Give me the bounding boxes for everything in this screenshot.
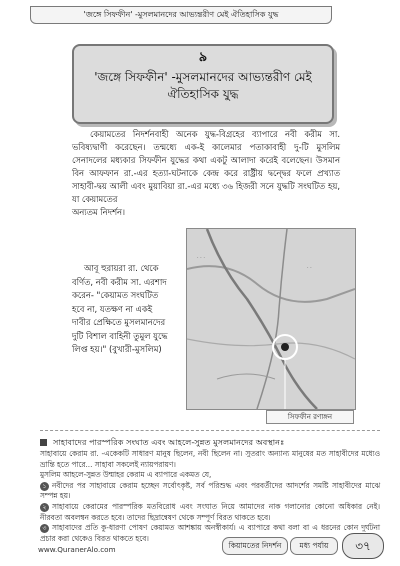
- numbered-point: [40, 502, 380, 523]
- section-paragraph: মুসলিম আহলে-সুন্নত উম্মাহর কেরাম এ ব্যাপারে একমত যে,: [40, 470, 212, 480]
- number-badge: ২: [40, 503, 49, 512]
- map-drawing: [187, 229, 355, 409]
- square-bullet-icon: [40, 439, 47, 446]
- map-caption: সিফফীন রণাঙ্গন: [266, 410, 354, 424]
- hadith-line: আবূ হুরায়রা রা. থেকে: [84, 263, 159, 273]
- numbered-point-text: সাহাবায়ে কেরামের পারস্পরিক মতবিরোধ এবং সংঘাত নিয়ে আমাদের নাক গলানোর কোনো অধিকার নেই। নীরবতা অবলম্বন করতে হবে। তাদের ছিদ্রান্বেষণ থেকে সম্পূর্ণ বিরত থাকতে হবে।: [40, 501, 380, 522]
- number-badge: ১: [40, 482, 49, 491]
- section-paragraph: সাহাবায়ে কেরাম রা. -একেকটি সাধারণ মানুষ ছিলেন, নবী ছিলেন না। সুতরাং অন্যান্য মানুষের মত সাহাবীদের মধ্যেও ভ্রান্তি হতে পারে... সাহাবা সকলেই ন্যায়পরায়ণ।: [40, 449, 380, 469]
- chapter-title-line2: ঐতিহাসিক যুদ্ধ: [167, 87, 239, 101]
- section-heading: [40, 435, 380, 449]
- hadith-line: বর্ণিত, নবী করীম সা. এরশাদ: [72, 276, 167, 287]
- hadith-line: লিপ্ত হয়।" (বুখারী-মুসলিম): [72, 344, 162, 354]
- siffin-map-image: [186, 228, 356, 410]
- svg-text:· · ·: · · ·: [197, 255, 205, 261]
- hadith-line: দুটি বিশাল বাহিনী তুমুল যুদ্ধে: [72, 330, 168, 341]
- body-paragraph-end: অন্যতম নিদর্শন।: [72, 207, 126, 217]
- footer-website-link[interactable]: www.QuranerAlo.com: [38, 545, 116, 554]
- chapter-title-line1: 'জঙ্গে সিফফীন' -মুসলমানদের আভ্যন্তরীণ মেই: [94, 70, 312, 84]
- section-heading-text: সাহাবাদের পারস্পরিক সংঘাত এবং আহলে-সুন্নত মুসলমানদের অবস্থানঃ: [53, 437, 285, 447]
- page-number: ৩৭: [342, 533, 384, 559]
- numbered-point: [40, 481, 380, 502]
- numbered-point-text: নবীদের পর সাহাবায়ে কেরাম হচ্ছেন সর্বোৎকৃষ্ট, সর্ব পরিশুদ্ধ এবং পরবর্তীদের আদর্শের সমষ্টি সাহাবীদের মাঝে সম্পন্ন হয়।: [40, 480, 381, 501]
- numbered-point-text: সাহাবাদের প্রতি কু-ধারণা পোষণ কেয়ামত আশঙ্কায় অনস্বীকার্য। এ ব্যাপারে কথা বলা বা এ ধরনের কোন দুর্ঘটনা প্রচার করা থেকেও বিরত থাকতে হবে।: [40, 523, 380, 543]
- section-companions: [40, 430, 381, 543]
- footer-book-title: কিয়ামতের নিদর্শন: [222, 537, 288, 555]
- chapter-number: ৯: [198, 50, 208, 65]
- running-header: 'জঙ্গে সিফফীন' -মুসলমানদের আভ্যন্তরীণ মেই ঐতিহাসিক যুদ্ধ: [30, 6, 332, 24]
- body-paragraph: কেয়ামতের নিদর্শনবাহী অনেক যুদ্ধ-বিগ্রহের ব্যাপারে নবী করীম সা. ভবিষ্যদ্বাণী করেছেন। তন্মধ্যে এক-ই কালেমার পতাকাবাহী দু-টি মুসলিম সেনাদলের মধ্যকার সিফফীন যুদ্ধের কথা একটু আলাদা করেই বলেছেন। উসমান বিন আফফান রা.-এর হত্যা-ঘটনাকে কেন্দ্র করে রাষ্ট্রীয় দ্বন্দ্বের ফলে প্রখ্যাত সাহাবী-দ্বয় আলী এবং মুয়াবিয়া রা.-এর মধ্যে ৩৬ হিজরী সনে যুদ্ধটি সংঘটিত হয়, যা কেয়ামতের: [72, 129, 340, 204]
- hadith-line: দাবীর প্রেক্ষিতে মুসলমানদের: [72, 317, 166, 327]
- number-badge: ৩: [40, 524, 49, 533]
- hadith-line: হবে না, যতক্ষণ না একই: [72, 303, 153, 314]
- footer-section-label: মধ্য পর্যায়: [290, 537, 338, 555]
- svg-text:· ·: · ·: [307, 265, 312, 271]
- hadith-block: [72, 262, 184, 357]
- chapter-banner: [72, 44, 334, 124]
- hadith-line: করেন- "কেয়ামত সংঘটিত: [72, 290, 159, 300]
- body-paragraph-block: [72, 128, 340, 219]
